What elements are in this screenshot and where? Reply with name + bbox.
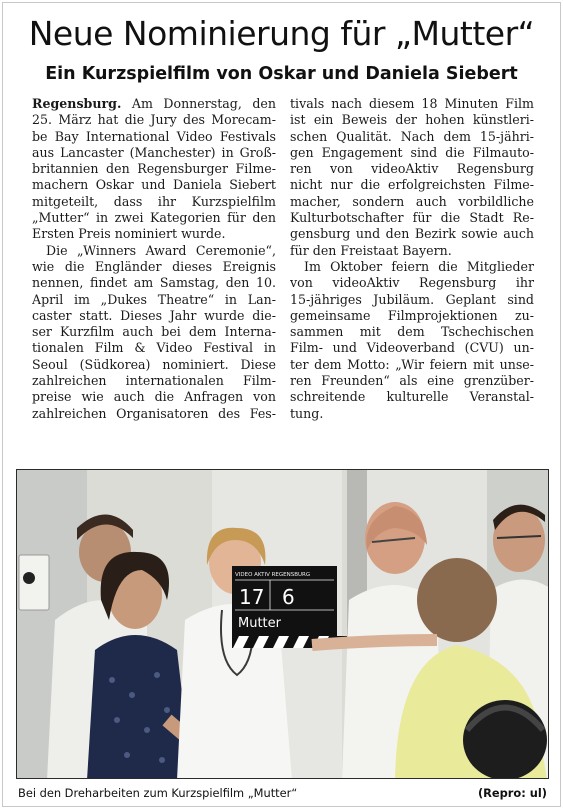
clapperboard [232,566,347,648]
socket-hole [23,572,35,584]
article-column-left [32,96,276,422]
photo-caption: Bei den Dreharbeiten zum Kurzspielfilm „Mutter“ [18,786,298,800]
text-line [32,96,276,112]
article-column-right [290,96,534,422]
woman-right-arm [312,640,437,645]
text-line: tionalen Film & Video Festival in [32,340,276,356]
text-line: für den Freistaat Bayern. [290,242,452,258]
subheadline: Ein Kurzspielfilm von Oskar und Daniela Siebert [45,64,518,84]
wall-socket [19,555,49,610]
text-line: britannien den Regensburger Filme- [32,161,276,177]
text-line: von videoAktiv Regensburg ihr [290,275,534,291]
text-line-fragment: Am Donnerstag, den [121,96,276,111]
clapperboard-take: 6 [282,585,295,609]
text-line: Im Oktober feiern die Mitglieder [304,258,534,274]
text-line: gemeinsame Filmprojektionen zu- [290,307,534,323]
text-line: gensburg und den Bezirk sowie auch [290,226,534,242]
text-line: tung. [290,405,324,421]
text-line: April im „Dukes Theatre“ in Lan- [32,291,276,307]
text-line: schreitende kulturelle Veranstal- [290,389,534,405]
woman-left-dress [87,635,192,779]
text-line: gen Engagement sind die Filmauto- [290,144,534,160]
film-set-illustration [17,470,549,779]
text-line: zahlreichen Organisatoren des Fes- [32,405,276,421]
photo-credit: (Repro: ul) [477,786,547,800]
text-line: Film- und Videoverband (CVU) un- [290,340,534,356]
article-photo [16,469,549,779]
text-line: ist ein Beweis der hohen künstleri- [290,112,534,128]
woman-right-hair [417,558,497,642]
clapperboard-header: VIDEO AKTIV REGENSBURG [235,572,311,578]
text-line: Ersten Preis nominiert wurde. [32,226,226,242]
text-line: macher, sondern auch vorbildliche [290,193,534,209]
dateline: Regensburg. [32,96,122,111]
text-line: „Mutter“ in zwei Kategorien für den [32,210,276,226]
text-line: tivals nach diesem 18 Minuten Film [290,96,534,111]
headline: Neue Nominierung für „Mutter“ [28,14,535,53]
sound-person-head [463,700,547,779]
text-line: Die „Winners Award Ceremonie“, [46,242,276,258]
text-line: ser Kurzfilm auch bei dem Interna- [32,324,276,340]
text-line: schen Qualität. Nach dem 15-jähri- [290,128,534,144]
text-line: preise wie auch die Anfragen von [32,389,276,405]
text-line: sammen mit dem Tschechischen [290,324,534,340]
text-line: 25. März hat die Jury des Morecam- [32,112,276,128]
text-line: zahlreichen internationalen Film- [32,373,276,389]
text-line: machern Oskar und Daniela Siebert [32,177,276,193]
clapperboard-title: Mutter [238,616,281,631]
text-line: nicht nur die erfolgreichsten Filme- [290,177,534,193]
text-line: mitgeteilt, dass ihr Kurzspielfilm [32,193,276,209]
text-line: caster statt. Dieses Jahr wurde die- [32,307,276,323]
text-line: wie die Engländer dieses Ereignis [32,258,276,274]
text-line: aus Lancaster (Manchester) in Groß- [32,144,276,160]
text-line: ren von videoAktiv Regensburg [290,161,534,177]
text-line: Kulturbotschafter für die Stadt Re- [290,210,534,226]
text-line: be Bay International Video Festivals [32,128,276,144]
text-line: 15-jähriges Jubiläum. Geplant sind [290,291,534,307]
clapperboard-scene: 17 [239,585,265,609]
text-line: Seoul (Südkorea) nominiert. Diese [32,356,276,372]
text-line: ter dem Motto: „Wir feiern mit unse- [290,356,534,372]
text-line: ren Freunden“ als eine grenzüber- [290,373,534,389]
text-line: nennen, findet am Samstag, den 10. [32,275,276,291]
